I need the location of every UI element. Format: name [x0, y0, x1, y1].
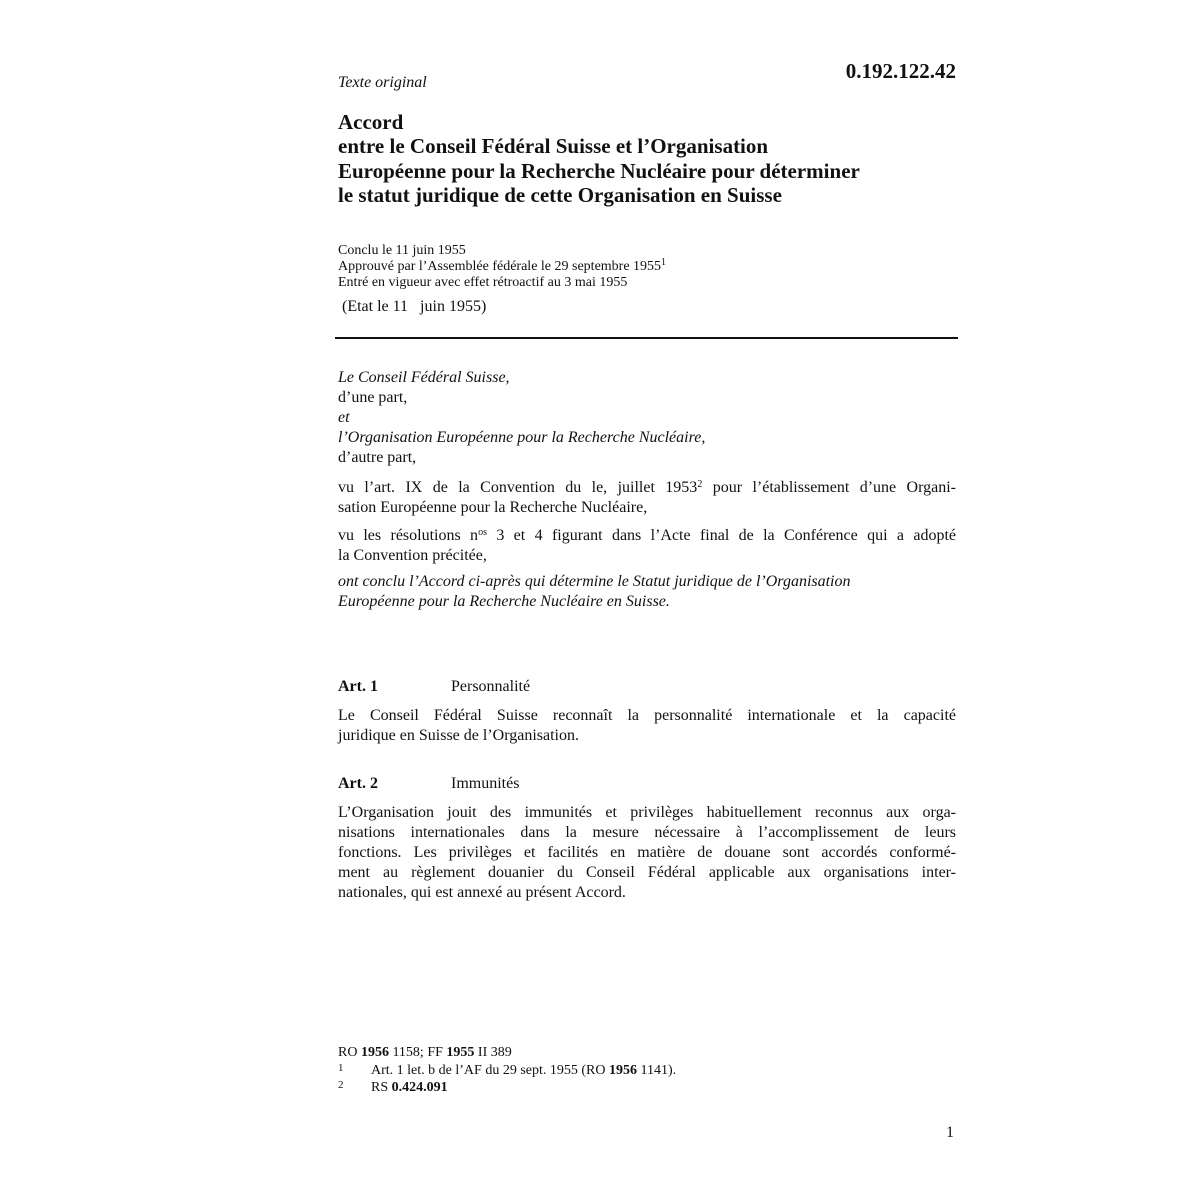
preamble-text: vu l’art. IX de la Convention du le, juillet 1953 — [338, 479, 698, 496]
source-reference — [338, 1045, 676, 1061]
header-rule — [335, 337, 958, 339]
party-organisation: l’Organisation Européenne pour la Recherche Nucléaire, — [338, 429, 706, 446]
title-line: Accord — [338, 110, 404, 134]
footnote-ref-1: 1 — [661, 257, 667, 269]
article-2-text — [338, 803, 956, 903]
dates-block — [338, 243, 666, 292]
preamble-parties — [338, 368, 956, 468]
date-conclu: Conclu le 11 juin 1955 — [338, 243, 466, 258]
article-line: juridique en Suisse de l’Organisation. — [338, 727, 579, 744]
article-1-heading — [338, 678, 530, 696]
preamble-vu-1 — [338, 478, 956, 518]
article-2-heading — [338, 775, 519, 793]
footnote-text: 1158; FF — [388, 1045, 447, 1060]
party-conseil: Le Conseil Fédéral Suisse, — [338, 369, 510, 386]
footnote-text: 1955 — [446, 1045, 475, 1060]
date-entre: Entré en vigueur avec effet rétroactif au 3 mai 1955 — [338, 275, 628, 291]
footnote-text: 1956 — [360, 1045, 389, 1060]
preamble-line: la Convention précitée, — [338, 547, 487, 564]
preamble-text: vu les résolutions n — [338, 527, 479, 544]
title-line: Européenne pour la Recherche Nucléaire pour déterminer — [338, 158, 860, 183]
etat-date: (Etat le 11 juin 1955) — [342, 298, 487, 315]
preamble-text: pour l’établissement d’une Organi- — [702, 479, 956, 496]
article-line: L’Organisation jouit des immunités et privilèges habituellement reconnus aux orga- — [338, 804, 956, 821]
article-line: nisations internationales dans la mesure nécessaire à l’accomplissement de leurs — [338, 824, 956, 841]
footnote-ref-2: 2 — [697, 479, 703, 490]
footnote-text: Art. 1 let. b de l’AF du 29 sept. 1955 (RO — [371, 1062, 609, 1078]
footnote-text: 1956 — [608, 1062, 637, 1078]
preamble-text: 3 et 4 figurant dans l’Acte final de la Conférence qui a adopté — [486, 527, 956, 544]
footnote-number: 1 — [338, 1061, 344, 1074]
title-line: entre le Conseil Fédéral Suisse et l’Organisation — [338, 134, 769, 159]
preamble-line — [338, 526, 956, 546]
article-line: ment au règlement douanier du Conseil Fédéral applicable aux organisations inter- — [338, 864, 956, 881]
preamble-line — [338, 478, 956, 498]
footnotes — [338, 1045, 676, 1096]
article-title: Immunités — [451, 775, 520, 792]
footnote-text: II 389 — [474, 1045, 512, 1060]
footnote-text: 1141). — [636, 1062, 677, 1078]
party-et: et — [338, 409, 350, 426]
party-part-2: d’autre part, — [338, 449, 417, 466]
date-approuve — [338, 259, 666, 275]
page-number: 1 — [946, 1124, 954, 1141]
footnote-text: 0.424.091 — [391, 1080, 448, 1095]
article-1-text — [338, 706, 956, 746]
preamble-line: ont conclu l’Accord ci-après qui détermine le Statut juridique de l’Organisation — [338, 573, 851, 590]
article-line: fonctions. Les privilèges et facilités en matière de douane sont accordés conformé- — [338, 844, 956, 861]
party-part-1: d’une part, — [338, 389, 408, 406]
document-number: 0.192.122.42 — [845, 59, 956, 83]
preamble-line: sation Européenne pour la Recherche Nucléaire, — [338, 499, 648, 516]
date-approuve-text: Approuvé par l’Assemblée fédérale le 29 septembre 1955 — [338, 259, 662, 275]
article-label: Art. 1 — [338, 678, 378, 695]
article-title: Personnalité — [451, 678, 531, 695]
article-label: Art. 2 — [338, 775, 378, 792]
title-line: le statut juridique de cette Organisation en Suisse — [338, 182, 782, 207]
footnote-2 — [338, 1078, 676, 1096]
article-line: nationales, qui est annexé au présent Accord. — [338, 884, 626, 901]
preamble-line: Européenne pour la Recherche Nucléaire en Suisse. — [338, 593, 670, 610]
article-line: Le Conseil Fédéral Suisse reconnaît la personnalité internationale et la capacité — [338, 707, 956, 724]
footnote-text: RO — [338, 1045, 361, 1060]
superscript-os: os — [478, 527, 487, 538]
texte-original-label: Texte original — [338, 74, 427, 91]
footnote-1 — [338, 1061, 676, 1079]
footnote-text: RS — [371, 1080, 392, 1095]
preamble-vu-2 — [338, 526, 956, 566]
document-title — [338, 110, 978, 207]
preamble-conclusion — [338, 572, 956, 612]
footnote-number: 2 — [338, 1079, 344, 1091]
